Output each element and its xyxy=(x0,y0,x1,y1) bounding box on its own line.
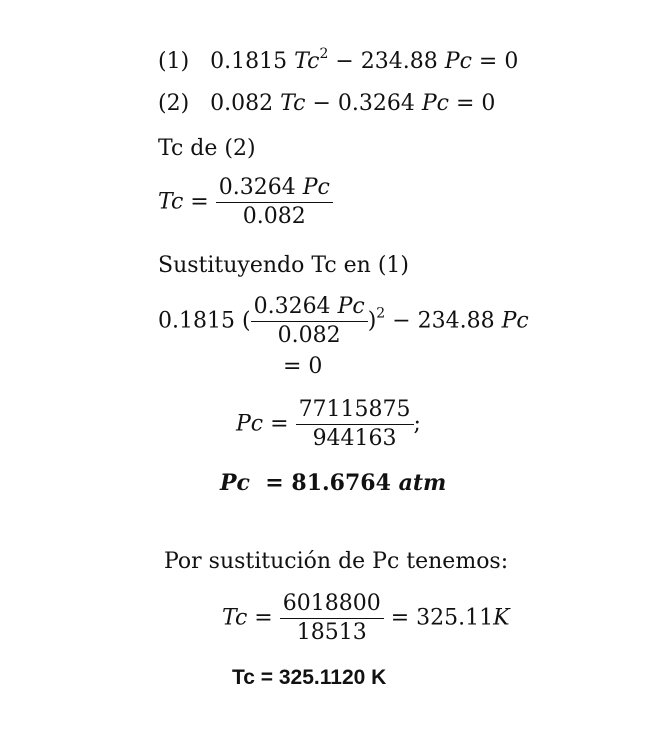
equation-3 xyxy=(158,177,333,228)
equation-2-var1: Tc xyxy=(280,91,306,116)
equation-4-exp: 2 xyxy=(376,305,386,322)
equation-6-lhs: Tc xyxy=(222,605,248,631)
equation-4 xyxy=(158,296,529,347)
equation-2-label: (2) xyxy=(158,91,190,116)
equation-4-coef2: 234.88 xyxy=(417,308,495,334)
equation-1-coef2: 234.88 xyxy=(360,49,438,74)
result-pc-unit: atm xyxy=(398,470,447,496)
equation-4-fraction xyxy=(251,296,368,347)
equation-5-eq: = xyxy=(270,411,289,437)
equation-2-coef: 0.082 xyxy=(210,91,274,116)
equation-2-var2: Pc xyxy=(421,91,449,116)
equation-3-num-var: Pc xyxy=(302,175,330,200)
result-pc-dec: .6764 xyxy=(322,470,391,496)
equation-5-semicolon: ; xyxy=(413,411,421,437)
text-tc-de-2: Tc de (2) xyxy=(158,136,256,161)
equation-6-numerator: 6018800 xyxy=(280,593,384,619)
equation-4-denominator: 0.082 xyxy=(277,323,341,348)
equation-5-numerator: 77115875 xyxy=(296,399,414,425)
equation-1-label: (1) xyxy=(158,49,190,74)
equation-5-denominator: 944163 xyxy=(312,426,397,451)
result-tc: Tc = 325.1120 K xyxy=(232,666,387,689)
equation-4-numerator xyxy=(251,296,368,322)
equation-4-open-paren: ( xyxy=(241,308,251,334)
equation-3-lhs: Tc xyxy=(158,189,184,215)
equation-3-denominator: 0.082 xyxy=(242,204,306,229)
equation-6-eq2: = xyxy=(390,605,410,631)
equation-1-rhs: = 0 xyxy=(478,49,519,74)
result-pc xyxy=(220,472,446,494)
equation-4-op: − xyxy=(392,308,411,334)
equation-4-rhs: = 0 xyxy=(283,354,323,379)
equation-1-coef: 0.1815 xyxy=(210,49,288,74)
equation-2 xyxy=(158,93,495,115)
equation-5 xyxy=(236,399,421,450)
equation-5-lhs: Pc xyxy=(236,411,264,437)
equation-1 xyxy=(158,47,518,73)
text-sustituyendo: Sustituyendo Tc en (1) xyxy=(158,253,409,278)
equation-1-op: − xyxy=(335,49,354,74)
result-pc-var: Pc xyxy=(220,470,250,496)
equation-4-close-paren: ) xyxy=(367,308,377,334)
equation-2-coef2: 0.3264 xyxy=(337,91,415,116)
equation-4-coef: 0.1815 xyxy=(158,308,235,334)
equation-4-num-var: Pc xyxy=(337,294,365,319)
equation-1-var2: Pc xyxy=(444,49,472,74)
result-pc-int: 81 xyxy=(291,470,323,496)
equation-6-unit: K xyxy=(493,605,510,631)
equation-1-var1: Tc xyxy=(294,49,320,74)
equation-6-fraction xyxy=(280,593,384,644)
text-por-sustitucion: Por sustitución de Pc tenemos: xyxy=(164,549,509,574)
equation-5-fraction xyxy=(296,399,414,450)
equation-3-numerator xyxy=(216,177,333,203)
equation-6-eq: = xyxy=(254,605,273,631)
equation-2-op: − xyxy=(312,91,331,116)
equation-3-num-coef: 0.3264 xyxy=(218,175,296,200)
result-pc-eq: = xyxy=(265,470,284,496)
equation-3-fraction xyxy=(216,177,333,228)
equation-2-rhs: = 0 xyxy=(455,91,496,116)
equation-1-exp: 2 xyxy=(319,46,329,62)
equation-4-num-coef: 0.3264 xyxy=(253,294,331,319)
equation-6-value: 325.11 xyxy=(416,605,494,631)
equation-3-eq: = xyxy=(190,189,209,215)
equation-6 xyxy=(222,593,510,644)
equation-6-denominator: 18513 xyxy=(296,620,367,645)
equation-4-var2: Pc xyxy=(501,308,529,334)
